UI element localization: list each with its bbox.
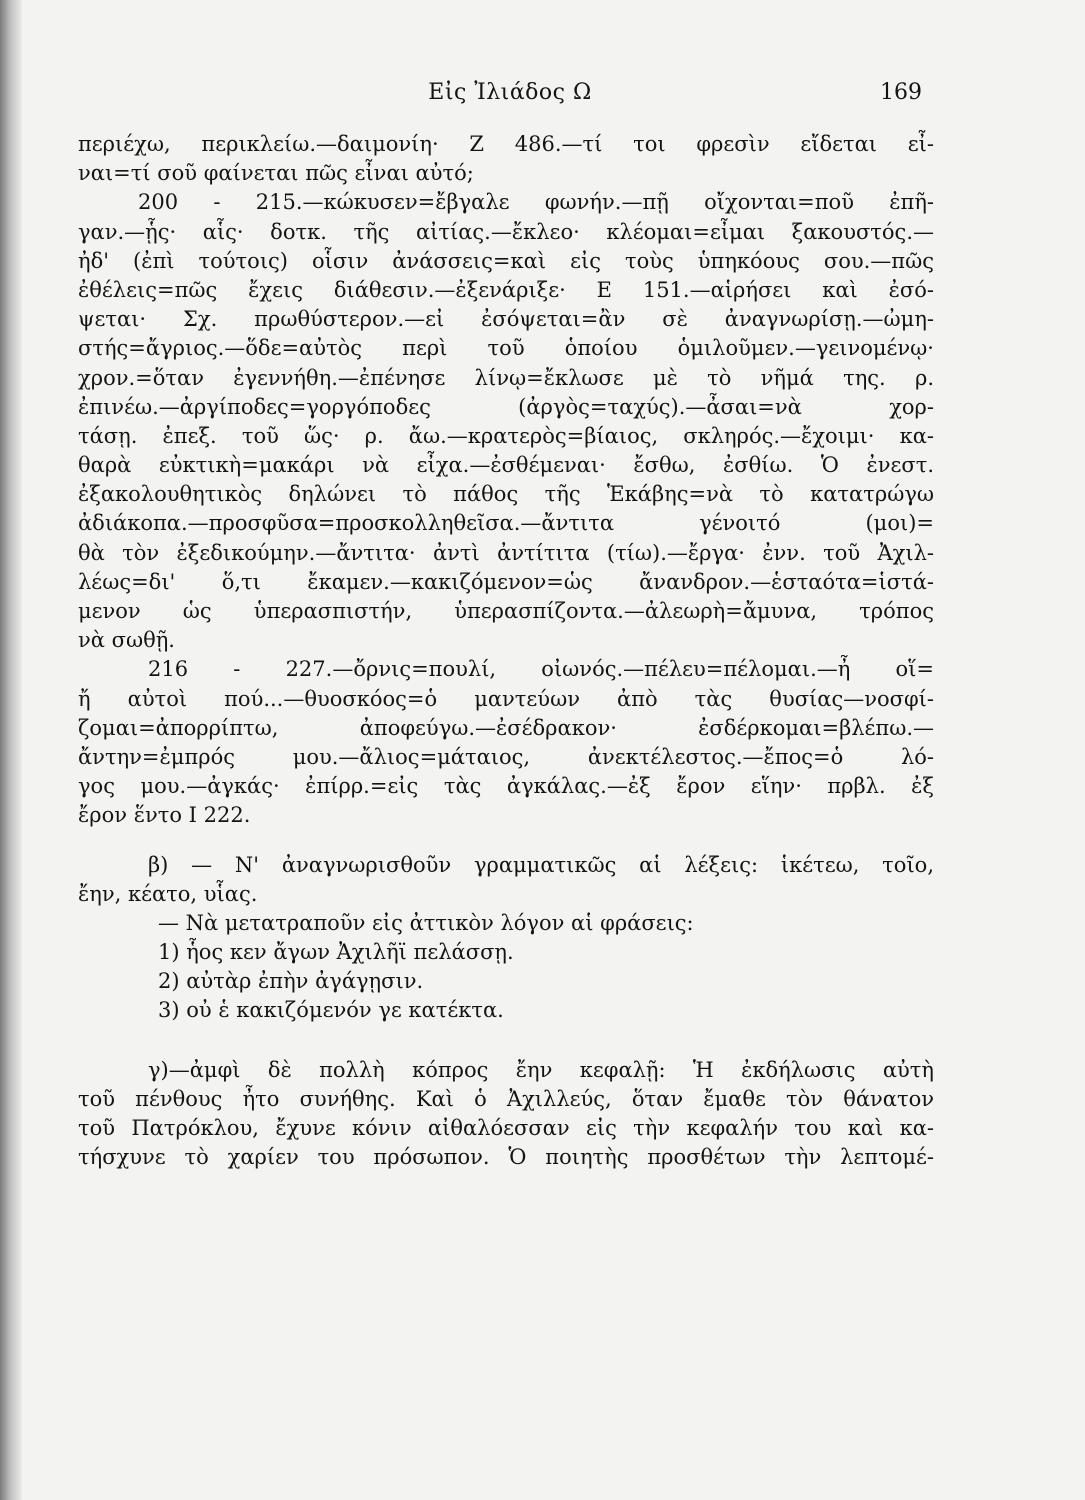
exercise-item-1: 1) ἧος κεν ἄγων Ἀχιλῆϊ πελάσσῃ.: [158, 940, 514, 965]
text-line: θὰ τὸν ἐξεδικούμην.—ἄντιτα· ἀντὶ ἀντίτιτα (τίω).—ἔργα· ἐνν. τοῦ Ἀχιλ-: [78, 540, 934, 565]
text-line: ἔρον ἕντο Ι 222.: [78, 803, 251, 828]
text-line: ψεται· Σχ. πρωθύστερον.—εἰ ἐσόψεται=ἂν σὲ ἀναγνωρίσῃ.—ὠμη-: [78, 307, 934, 332]
text-line: γος μου.—ἀγκάς· ἐπίρρ.=εἰς τὰς ἀγκάλας.—ἐξ ἔρον εἵην· πρβλ. ἐξ: [78, 774, 934, 799]
text-line: — Νὰ μετατραποῦν εἰς ἀττικὸν λόγον αἱ φράσεις:: [158, 910, 694, 935]
text-line: ἔην, κέατο, υἷας.: [78, 881, 258, 906]
page-number: 169: [880, 80, 922, 105]
exercise-item-3: 3) οὐ ἑ κακιζόμενόν γε κατέκτα.: [158, 998, 504, 1023]
exercise-item-2: 2) αὐτὰρ ἐπὴν ἀγάγῃσιν.: [158, 969, 424, 994]
text-line: ἐξακολουθητικὸς δηλώνει τὸ πάθος τῆς Ἑκάβης=νὰ τὸ κατατρώγω: [78, 482, 934, 507]
text-line: λέως=δι' ὅ,τι ἔκαμεν.—κακιζόμενον=ὡς ἄνανδρον.—ἑσταότα=ἱστά-: [78, 569, 934, 594]
text-line: νὰ σωθῇ.: [78, 628, 175, 653]
text-line: ἄντην=ἐμπρός μου.—ἄλιος=μάταιος, ἀνεκτέλεστος.—ἔπος=ὁ λό-: [78, 744, 934, 769]
text-line: μενον ὡς ὑπερασπιστήν, ὑπερασπίζοντα.—ἀλεωρὴ=ἄμυνα, τρόπος: [78, 599, 934, 623]
text-line: γαν.—ᾗς· αἷς· δοτκ. τῆς αἰτίας.—ἔκλεο· κλέομαι=εἶμαι ξακουστός.—: [78, 219, 934, 244]
running-title: Εἰς Ἰλιάδος Ω: [428, 80, 592, 105]
text-line: ἠδ' (ἐπὶ τούτοις) οἷσιν ἀνάσσεις=καὶ εἰς τοὺς ὑπηκόους σου.—πῶς: [78, 248, 934, 273]
commentary-text: [78, 130, 934, 1172]
text-line: χρον.=ὅταν ἐγεννήθη.—ἐπένησε λίνῳ=ἔκλωσε μὲ τὸ νῆμά της. ρ.: [78, 365, 934, 390]
text-line: στής=ἄγριος.—ὅδε=αὐτὸς περὶ τοῦ ὁποίου ὁμιλοῦμεν.—γεινομένῳ·: [78, 336, 934, 361]
text-line: τοῦ πένθους ἦτο συνήθης. Καὶ ὁ Ἀχιλλεύς, ὅταν ἔμαθε τὸν θάνατον: [78, 1086, 934, 1111]
text-line: ναι=τί σοῦ φαίνεται πῶς εἶναι αὐτό;: [78, 161, 474, 186]
text-line: 200 - 215.—κώκυσεν=ἔβγαλε φωνήν.—πῇ οἴχονται=ποῦ ἐπῆ-: [138, 190, 934, 215]
text-line: ζομαι=ἀπορρίπτω, ἀποφεύγω.—ἐσέδρακον· ἐσδέρκομαι=βλέπω.—: [78, 715, 934, 740]
text-line: 216 - 227.—ὄρνις=πουλί, οἰωνός.—πέλευ=πέλομαι.—ἦ οἵ=: [148, 657, 934, 682]
text-line: ἐθέλεις=πῶς ἔχεις διάθεσιν.—ἐξενάριξε· Ε 151.—αἱρήσει καὶ ἐσό-: [78, 277, 934, 302]
text-line: περιέχω, περικλείω.—δαιμονίη· Ζ 486.—τί τοι φρεσὶν εἴδεται εἶ-: [78, 132, 934, 156]
text-line: θαρὰ εὐκτικὴ=μακάρι νὰ εἶχα.—ἐσθέμεναι· ἔσθω, ἐσθίω. Ὁ ἐνεστ.: [78, 453, 934, 478]
section-gap: [78, 1026, 934, 1056]
text-line: τάσῃ. ἐπεξ. τοῦ ὥς· ρ. ἄω.—κρατερὸς=βίαιος, σκληρός.—ἔχοιμι· κα-: [78, 423, 934, 448]
exercise-heading-b: β) — Ν' ἀναγνωρισθοῦν γραμματικῶς αἱ λέξεις: ἱκέτεω, τοῖο,: [148, 852, 934, 877]
text-line: ἐπινέω.—ἀργίποδες=γοργόποδες (ἀργὸς=ταχύς).—ἆσαι=νὰ χορ-: [78, 394, 934, 419]
page-header: [80, 80, 940, 116]
text-line: τοῦ Πατρόκλου, ἔχυνε κόνιν αἰθαλόεσσαν εἰς τὴν κεφαλήν του καὶ κα-: [78, 1116, 934, 1140]
text-line: ἤ αὐτοὶ πού...—θυοσκόος=ὁ μαντεύων ἀπὸ τὰς θυσίας—νοσφί-: [78, 686, 934, 711]
page-edge-shadow: [0, 0, 22, 1500]
exercise-heading-c: γ)—ἀμφὶ δὲ πολλὴ κόπρος ἔην κεφαλῇ: Ἡ ἐκδήλωσις αὐτὴ: [148, 1057, 934, 1082]
section-gap: [78, 831, 934, 851]
text-line: ἀδιάκοπα.—προσφῦσα=προσκολληθεῖσα.—ἄντιτα γένοιτό (μοι)=: [78, 511, 934, 536]
text-line: τήσχυνε τὸ χαρίεν του πρόσωπον. Ὁ ποιητὴς προσθέτων τὴν λεπτομέ-: [78, 1145, 934, 1170]
